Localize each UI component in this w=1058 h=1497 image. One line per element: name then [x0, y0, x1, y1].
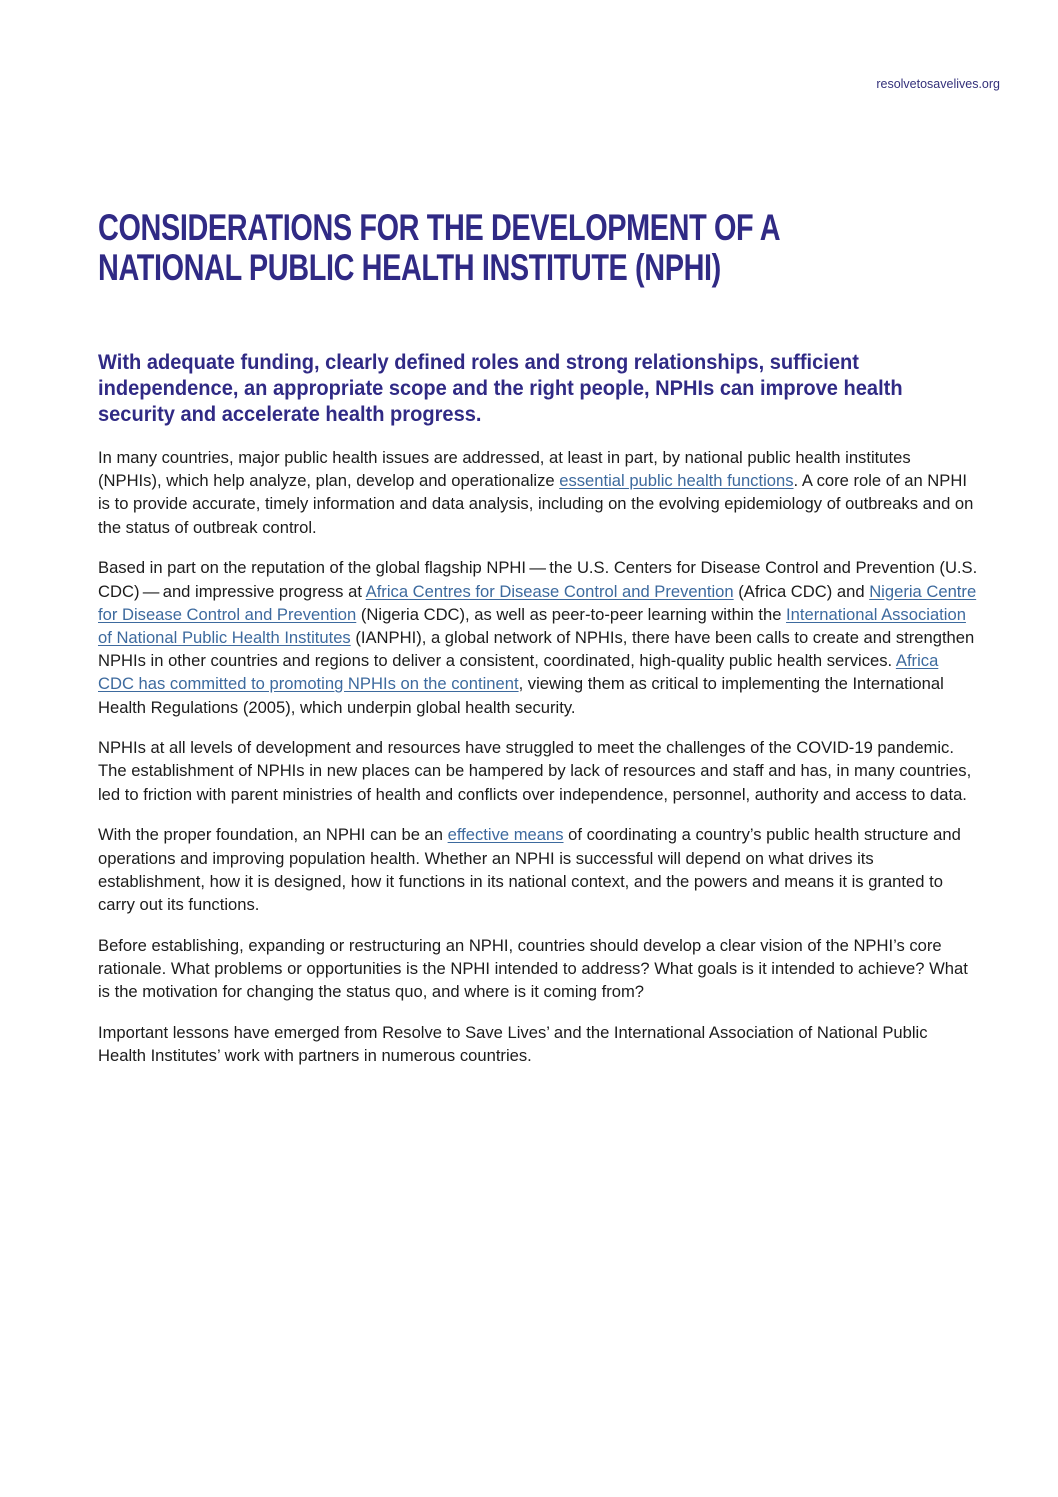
link-africa-cdc-commitment[interactable]: Africa CDC has committed to promoting NPHIs on the continent	[98, 651, 939, 694]
paragraph-5: Before establishing, expanding or restructuring an NPHI, countries should develop a clear vision of the NPHI’s core rationale. What problems or opportunities is the NPHI intended to address? What goals is it intended to achieve? What is the motivation for changing the status quo, and where is it coming from?	[98, 935, 968, 1002]
text: (IANPHI), a global network of NPHIs, there have been calls to create and strengthen NPHIs in other countries and regions to deliver a consistent, coordinated, high-quality public health services.	[98, 627, 975, 671]
lead-paragraph: With adequate funding, clearly defined roles and strong relationships, sufficient independence, an appropriate scope and the right people, NPHIs can improve health security and accelerate health progress.	[98, 351, 903, 426]
body-text	[98, 446, 978, 1085]
link-essential-public-health-functions[interactable]: essential public health functions	[559, 471, 794, 491]
link-ianphi[interactable]: International Association of National Public Health Institutes	[98, 604, 966, 647]
text: (Africa CDC) and	[733, 581, 870, 601]
link-africa-cdc[interactable]: Africa Centres for Disease Control and Prevention	[365, 581, 734, 601]
site-url: resolvetosavelives.org	[876, 77, 1000, 91]
text: , viewing them as critical to implementing the International Health Regulations (2005), which underpin global health security.	[98, 674, 944, 717]
text: . A core role of an NPHI is to provide accurate, timely information and data analysis, including on the evolving epidemiology of outbreaks and on the status of outbreak control.	[98, 471, 974, 537]
link-nigeria-cdc[interactable]: Nigeria Centre for Disease Control and Prevention	[98, 581, 977, 624]
text: Based in part on the reputation of the global flagship NPHI — the U.S. Centers for Disease Control and Prevention (U.S. CDC) — and impressive progress at	[98, 558, 978, 601]
page-title	[98, 207, 781, 288]
link-effective-means[interactable]: effective means	[447, 825, 564, 845]
page-title-line-1: CONSIDERATIONS FOR THE DEVELOPMENT OF A	[98, 207, 781, 248]
paragraph-4	[98, 823, 978, 916]
paragraph-1	[98, 446, 978, 539]
text: of coordinating a country’s public health structure and operations and improving population health. Whether an NPHI is successful will depend on what drives its establishment, how it is designed, how it functions in its national context, and the powers and means it is granted to carry out its functions.	[98, 825, 961, 914]
paragraph-2	[98, 556, 978, 718]
text: (Nigeria CDC), as well as peer-to-peer learning within the	[356, 604, 787, 624]
paragraph-6: Important lessons have emerged from Resolve to Save Lives’ and the International Association of National Public Health Institutes’ work with partners in numerous countries.	[98, 1022, 928, 1065]
text: In many countries, major public health issues are addressed, at least in part, by national public health institutes (NPHIs), which help analyze, plan, develop and operationalize	[98, 448, 911, 491]
page-title-line-2: NATIONAL PUBLIC HEALTH INSTITUTE (NPHI)	[98, 247, 721, 288]
paragraph-3: NPHIs at all levels of development and resources have struggled to meet the challenges of the COVID-19 pandemic. The establishment of NPHIs in new places can be hampered by lack of resources and staff and has, in many countries, led to friction with parent ministries of health and conflicts over independence, personnel, authority and access to data.	[98, 738, 972, 804]
text: With the proper foundation, an NPHI can be an	[98, 825, 448, 845]
